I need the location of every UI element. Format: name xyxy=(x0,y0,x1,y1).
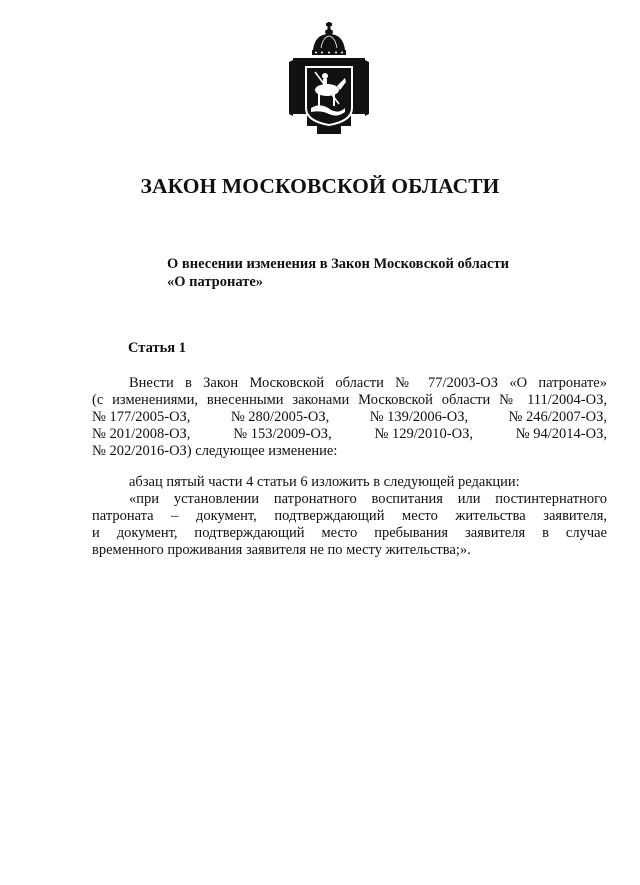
intro-line: Внести в Закон Московской области № 77/2003-ОЗ «О патронате» xyxy=(129,375,607,391)
law-subject-line: О внесении изменения в Закон Московской области xyxy=(167,256,509,272)
law-number: № 139/2006-ОЗ, xyxy=(369,409,469,425)
law-subject xyxy=(167,255,567,291)
coat-of-arms-icon xyxy=(285,22,373,142)
law-subject-line: «О патронате» xyxy=(167,274,264,290)
intro-line: № 202/2016-ОЗ) следующее изменение: xyxy=(92,443,338,459)
law-number: № 177/2005-ОЗ, xyxy=(92,409,191,425)
law-number: № 201/2008-ОЗ, xyxy=(92,426,191,442)
law-number: № 153/2009-ОЗ, xyxy=(233,426,332,442)
article-intro xyxy=(92,375,607,460)
law-number: № 94/2014-ОЗ, xyxy=(515,426,607,442)
law-number: № 129/2010-ОЗ, xyxy=(374,426,473,442)
amendment-quote-line: патроната – документ, подтверждающий место жительства заявителя, xyxy=(92,508,607,524)
law-number: № 280/2005-ОЗ, xyxy=(230,409,330,425)
amendment-text xyxy=(92,474,607,559)
law-number-row xyxy=(92,426,607,443)
law-number-row xyxy=(92,409,607,426)
document-title: ЗАКОН МОСКОВСКОЙ ОБЛАСТИ xyxy=(140,174,500,198)
amendment-quote-line: «при установлении патронатного воспитания или постинтернатного xyxy=(129,491,607,507)
amendment-instruction: абзац пятый части 4 статьи 6 изложить в следующей редакции: xyxy=(129,474,520,490)
intro-line: (с изменениями, внесенными законами Московской области № 111/2004-ОЗ, xyxy=(92,392,607,408)
crown-icon xyxy=(312,22,346,55)
amendment-quote-line: временного проживания заявителя не по месту жительства;». xyxy=(92,542,471,558)
law-number: № 246/2007-ОЗ, xyxy=(508,409,607,425)
article-heading: Статья 1 xyxy=(128,340,186,356)
amendment-quote-line: и документ, подтверждающий место пребывания заявителя в случае xyxy=(92,525,607,541)
